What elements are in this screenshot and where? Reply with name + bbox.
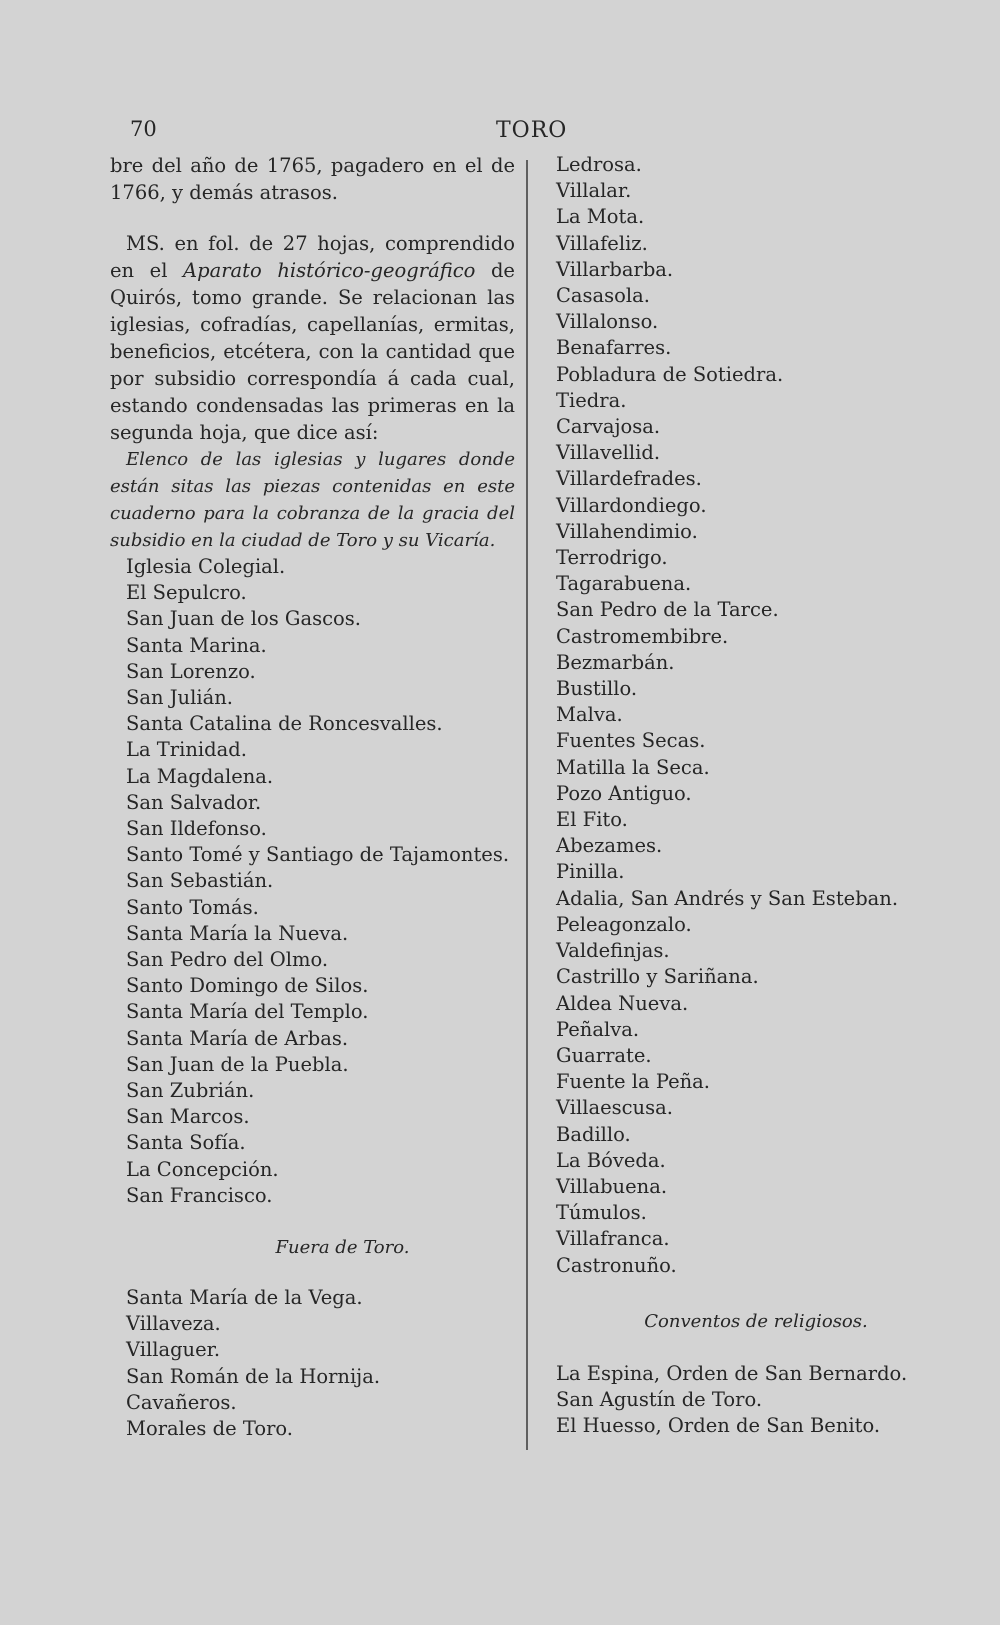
place-list-item: Matilla la Seca. xyxy=(556,755,710,779)
church-list-item: San Juan de la Puebla. xyxy=(126,1052,349,1076)
place-list-item: Badillo. xyxy=(556,1122,631,1146)
church-list-item: La Magdalena. xyxy=(126,764,274,788)
place-list-item: Adalia, San Andrés y San Esteban. xyxy=(556,886,899,910)
church-list-item: Santa María la Nueva. xyxy=(126,921,349,945)
citation-text-after: de Quirós, tomo grande. Se relacionan las iglesias, cofradías, capellanías, ermitas, beneficios, etcétera, con la cantidad que por subsidio correspondía á cada cual, estando condensadas las primeras en la segunda hoja, que dice así: xyxy=(110,259,515,444)
outside-place-item: San Román de la Hornija. xyxy=(126,1364,381,1388)
column-divider xyxy=(526,160,528,1450)
place-list-item: Malva. xyxy=(556,703,623,727)
church-list-item: Iglesia Colegial. xyxy=(126,555,286,578)
place-list-item: Bezmarbán. xyxy=(556,650,675,674)
place-list-item: Túmulos. xyxy=(556,1201,647,1225)
church-list-item: Santa Sofía. xyxy=(126,1131,246,1155)
church-list-item: San Marcos. xyxy=(126,1105,250,1129)
church-list-item: San Julián. xyxy=(126,686,233,710)
church-list-item: San Juan de los Gascos. xyxy=(126,607,361,631)
convents-heading: Conventos de religiosos. xyxy=(644,1310,868,1332)
convent-list-item: San Agustín de Toro. xyxy=(556,1387,763,1411)
place-list-item: Benafarres. xyxy=(556,336,672,360)
place-list-item: Castrillo y Sariñana. xyxy=(556,965,759,989)
church-list-item: San Salvador. xyxy=(126,790,262,814)
convent-list-item: El Huesso, Orden de San Benito. xyxy=(556,1414,881,1438)
church-list-item: San Sebastián. xyxy=(126,869,274,893)
church-list-item: San Zubrián. xyxy=(126,1079,255,1103)
citation-text-before: MS. en fol. de 27 hojas, comprendido en el xyxy=(110,232,515,282)
place-list-item: Peleagonzalo. xyxy=(556,912,692,936)
place-list-item: Peñalva. xyxy=(556,1017,640,1041)
place-list-item: El Fito. xyxy=(556,808,628,832)
church-list-item: La Trinidad. xyxy=(126,738,247,762)
place-list-item: Abezames. xyxy=(556,834,663,858)
place-list-item: La Bóveda. xyxy=(556,1148,666,1172)
place-list-item: Castromembibre. xyxy=(556,624,729,648)
elenco-heading: Elenco de las iglesias y lugares donde están sitas las piezas contenidas en este cuaderno para la cobranza de la gracia del subsidio en la ciudad de Toro y su Vicaría. xyxy=(110,449,515,551)
church-list-item: Santa María de Arbas. xyxy=(126,1026,349,1050)
church-list-item: San Lorenzo. xyxy=(126,659,256,683)
church-list-item: Santo Domingo de Silos. xyxy=(126,974,369,998)
place-list-item: Pobladura de Sotiedra. xyxy=(556,362,784,386)
running-head: TORO xyxy=(496,118,568,143)
place-list-item: Pinilla. xyxy=(556,860,625,884)
church-list-item: San Francisco. xyxy=(126,1183,273,1207)
outside-places-list xyxy=(110,1285,515,1442)
outside-place-item: Santa María de la Vega. xyxy=(126,1286,363,1310)
left-column xyxy=(110,152,515,1442)
opening-text: bre del año de 1765, pagadero en el de 1766, y demás atrasos. xyxy=(110,154,515,204)
place-list-item: Casasola. xyxy=(556,284,650,308)
place-list-item: Fuentes Secas. xyxy=(556,729,706,753)
church-list-item: La Concepción. xyxy=(126,1157,279,1181)
church-list-item: San Ildefonso. xyxy=(126,817,267,841)
place-list-item: Pozo Antiguo. xyxy=(556,781,692,805)
place-list-item: Villalar. xyxy=(556,179,632,203)
toro-churches-list xyxy=(110,554,515,1209)
church-list-item: Santo Tomás. xyxy=(126,895,259,919)
place-list-item: Ledrosa. xyxy=(556,153,642,176)
place-list-item: Tagarabuena. xyxy=(556,572,692,596)
place-list-item: Valdefinjas. xyxy=(556,939,670,963)
convents-list xyxy=(556,1361,916,1440)
citation-title: Aparato histórico-geográfico xyxy=(183,259,476,282)
place-list-item: Guarrate. xyxy=(556,1043,652,1067)
church-list-item: San Pedro del Olmo. xyxy=(126,948,329,972)
place-list-item: Villabuena. xyxy=(556,1174,668,1198)
church-list-item: Santa Catalina de Roncesvalles. xyxy=(126,712,443,736)
outside-place-item: Villaguer. xyxy=(126,1338,221,1362)
place-list-item: Bustillo. xyxy=(556,677,638,701)
right-places-list xyxy=(556,152,916,1279)
place-list-item: Villardondiego. xyxy=(556,493,707,517)
place-list-item: Tiedra. xyxy=(556,388,627,412)
place-list-item: Villafeliz. xyxy=(556,231,648,255)
place-list-item: Villaescusa. xyxy=(556,1096,673,1120)
outside-place-item: Morales de Toro. xyxy=(126,1417,294,1441)
citation-paragraph xyxy=(110,230,515,446)
church-list-item: Santa Marina. xyxy=(126,633,267,657)
place-list-item: Villavellid. xyxy=(556,441,661,465)
church-list-item: Santo Tomé y Santiago de Tajamontes. xyxy=(126,843,510,867)
place-list-item: La Mota. xyxy=(556,205,645,229)
place-list-item: Castronuño. xyxy=(556,1253,677,1277)
place-list-item: Villahendimio. xyxy=(556,519,698,543)
place-list-item: Carvajosa. xyxy=(556,415,661,439)
place-list-item: Fuente la Peña. xyxy=(556,1070,710,1094)
outside-place-item: Villaveza. xyxy=(126,1312,221,1336)
place-list-item: Villarbarba. xyxy=(556,257,674,281)
place-list-item: Villardefrades. xyxy=(556,467,702,491)
right-column xyxy=(556,152,916,1439)
page-number: 70 xyxy=(130,117,157,141)
place-list-item: Aldea Nueva. xyxy=(556,991,689,1015)
outside-heading: Fuera de Toro. xyxy=(275,1237,410,1259)
church-list-item: Santa María del Templo. xyxy=(126,1000,369,1024)
outside-place-item: Cavañeros. xyxy=(126,1390,237,1414)
church-list-item: El Sepulcro. xyxy=(126,581,247,605)
place-list-item: San Pedro de la Tarce. xyxy=(556,598,779,622)
convent-list-item: La Espina, Orden de San Bernardo. xyxy=(556,1361,908,1385)
place-list-item: Villalonso. xyxy=(556,310,659,334)
place-list-item: Villafranca. xyxy=(556,1227,670,1251)
place-list-item: Terrodrigo. xyxy=(556,546,668,570)
